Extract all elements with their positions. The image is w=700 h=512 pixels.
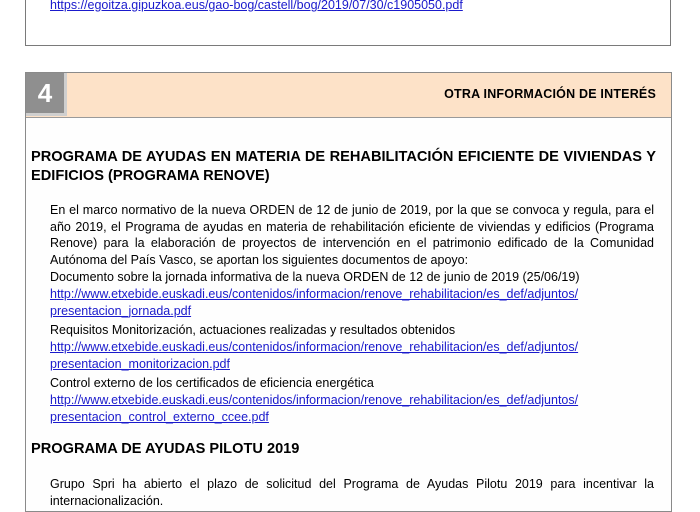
section-number-badge: 4 xyxy=(26,73,67,116)
doc-3-label: Control externo de los certificados de eficiencia energética xyxy=(50,376,374,390)
doc-2-link[interactable] xyxy=(50,339,654,372)
doc-3-link-line2[interactable]: presentacion_control_externo_ccee.pdf xyxy=(50,409,269,424)
pilotu-intro: Grupo Spri ha abierto el plazo de solicitud del Programa de Ayudas Pilotu 2019 para incentivar la internacionalización. xyxy=(50,477,654,508)
doc-1-link[interactable] xyxy=(50,286,654,319)
doc-3-link-line1[interactable]: http://www.etxebide.euskadi.eus/contenidos/informacion/renove_rehabilitacion/es_def/adjuntos/ xyxy=(50,393,579,407)
pilotu-heading: PROGRAMA DE AYUDAS PILOTU 2019 xyxy=(31,441,300,457)
section-title: OTRA INFORMACIÓN DE INTERÉS xyxy=(444,87,656,101)
doc-1-label: Documento sobre la jornada informativa de la nueva ORDEN de 12 de junio de 2019 (25/06/19) xyxy=(50,270,580,284)
doc-2-link-line2[interactable]: presentacion_monitorizacion.pdf xyxy=(50,356,230,371)
renove-heading: PROGRAMA DE AYUDAS EN MATERIA DE REHABILITACIÓN EFICIENTE DE VIVIENDAS Y EDIFICIOS (PROGRAMA RENOVE) xyxy=(31,149,656,184)
section-header xyxy=(26,73,671,118)
doc-2-label: Requisitos Monitorización, actuaciones realizadas y resultados obtenidos xyxy=(50,323,456,337)
doc-1-link-line2[interactable]: presentacion_jornada.pdf xyxy=(50,303,192,318)
doc-3-link[interactable] xyxy=(50,392,654,425)
section-4 xyxy=(25,72,672,512)
doc-1-link-line1[interactable]: http://www.etxebide.euskadi.eus/contenidos/informacion/renove_rehabilitacion/es_def/adjuntos/ xyxy=(50,287,579,301)
renove-intro: En el marco normativo de la nueva ORDEN de 12 de junio de 2019, por la que se convoca y regula, para el año 2019, el Programa de ayudas en materia de rehabilitación eficiente de viviendas y edificios (Programa Renove) para la elaboración de proyectos de intervención en el patrimonio edificado de la Comunidad Autónoma del País Vasco, se aportan los siguientes documentos de apoyo: xyxy=(50,203,654,267)
bog-pdf-link[interactable]: https://egoitza.gipuzkoa.eus/gao-bog/castell/bog/2019/07/30/c1905050.pdf xyxy=(50,0,463,12)
previous-section-box xyxy=(25,0,671,46)
doc-2-link-line1[interactable]: http://www.etxebide.euskadi.eus/contenidos/informacion/renove_rehabilitacion/es_def/adjuntos/ xyxy=(50,340,579,354)
